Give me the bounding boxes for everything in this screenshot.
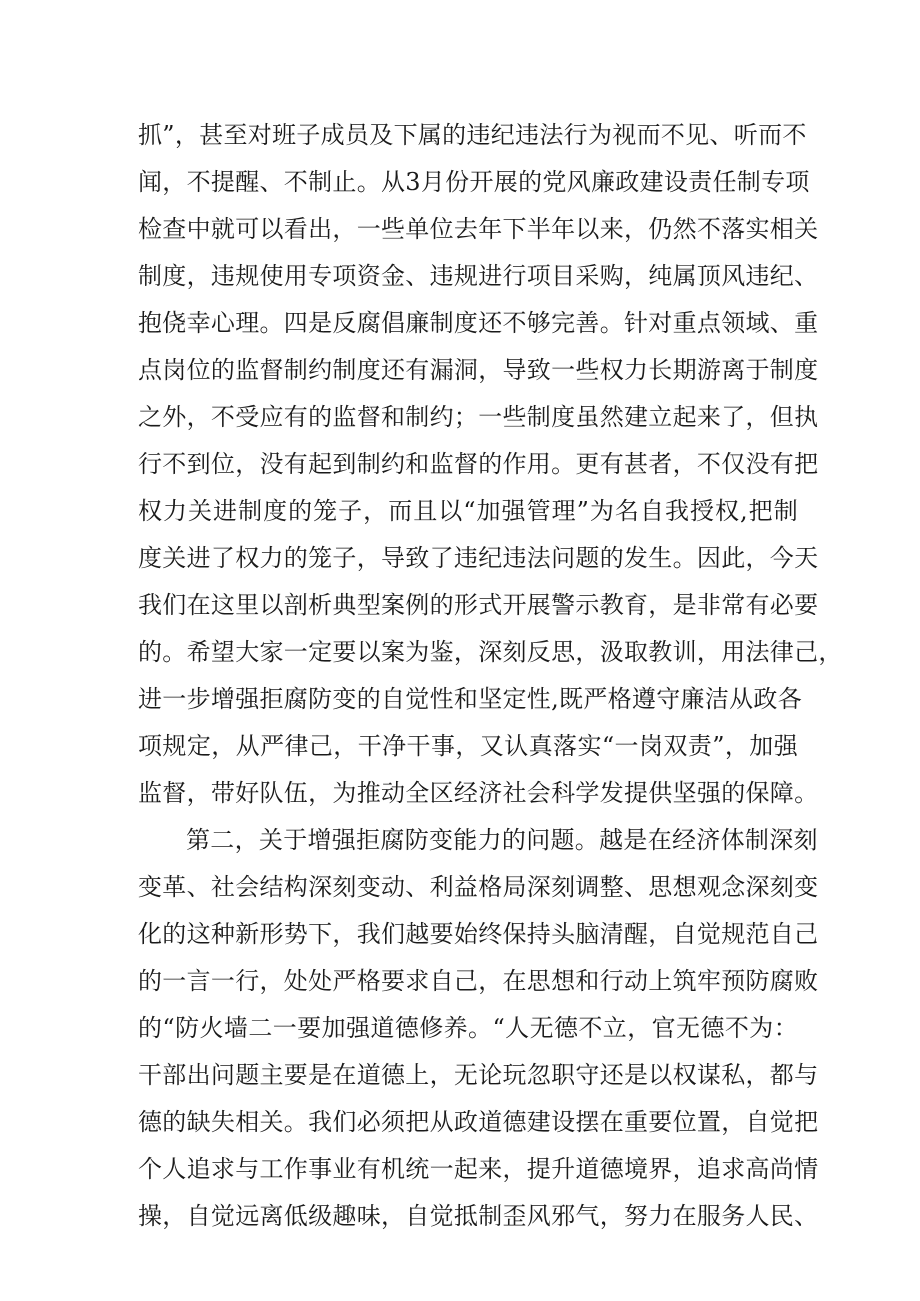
text-line: 变革、社会结构深刻变动、利益格局深刻调整、思想观念深刻变 xyxy=(138,873,819,901)
text-line: 点岗位的监督制约制度还有漏洞，导致一些权力长期游离于制度 xyxy=(138,356,819,384)
text-line: 我们在这里以剖析典型案例的形式开展警示教育，是非常有必要 xyxy=(138,591,819,619)
text-line: 干部出问题主要是在道德上，无论玩忽职守还是以权谋私，都与 xyxy=(138,1061,819,1089)
text-line: 项规定，从严律己，干净干事，又认真落实“一岗双责”，加强 xyxy=(138,732,798,760)
paragraph-start-line: 第二，关于增强拒腐防变能力的问题。越是在经济体制深刻 xyxy=(186,826,818,854)
text-line: 化的这种新形势下，我们越要始终保持头脑清醒，自觉规范自己 xyxy=(138,920,819,948)
text-line: 的“防火墙二一要加强道德修养。“人无德不立，官无德不为： xyxy=(138,1014,798,1042)
text-line: 闻，不提醒、不制止。从3月份开展的党风廉政建设责任制专项 xyxy=(138,168,810,196)
text-line: 德的缺失相关。我们必须把从政道德建设摆在重要位置，自觉把 xyxy=(138,1108,819,1136)
text-line: 抱侥幸心理。四是反腐倡廉制度还不够完善。针对重点领域、重 xyxy=(138,309,819,337)
text-line: 抓”，甚至对班子成员及下属的违纪违法行为视而不见、听而不 xyxy=(138,121,807,149)
text-line: 行不到位，没有起到制约和监督的作用。更有甚者，不仅没有把 xyxy=(138,450,819,478)
text-line: 的。希望大家一定要以案为鉴，深刻反思，汲取教训，用法律己， xyxy=(138,638,843,666)
text-line: 的一言一行，处处严格要求自己，在思想和行动上筑牢预防腐败 xyxy=(138,967,819,995)
text-line: 制度，违规使用专项资金、违规进行项目采购，纯属顶风违纪、 xyxy=(138,262,819,290)
text-line: 权力关进制度的笼子，而且以“加强管理”为名自我授权,把制 xyxy=(138,497,798,525)
text-line: 个人追求与工作事业有机统一起来，提升道德境界，追求高尚情 xyxy=(138,1155,819,1183)
document-body xyxy=(138,112,843,1240)
text-line: 度关进了权力的笼子，导致了违纪违法问题的发生。因此，今天 xyxy=(138,544,819,572)
text-line: 检查中就可以看出，一些单位去年下半年以来，仍然不落实相关 xyxy=(138,215,819,243)
text-line: 操，自觉远离低级趣味，自觉抵制歪风邪气，努力在服务人民、 xyxy=(138,1202,819,1230)
text-line: 之外，不受应有的监督和制约；一些制度虽然建立起来了，但执 xyxy=(138,403,819,431)
text-line: 进一步增强拒腐防变的自觉性和坚定性,既严格遵守廉洁从政各 xyxy=(138,685,803,713)
text-line: 监督，带好队伍，为推动全区经济社会科学发提供坚强的保障。 xyxy=(138,779,819,807)
